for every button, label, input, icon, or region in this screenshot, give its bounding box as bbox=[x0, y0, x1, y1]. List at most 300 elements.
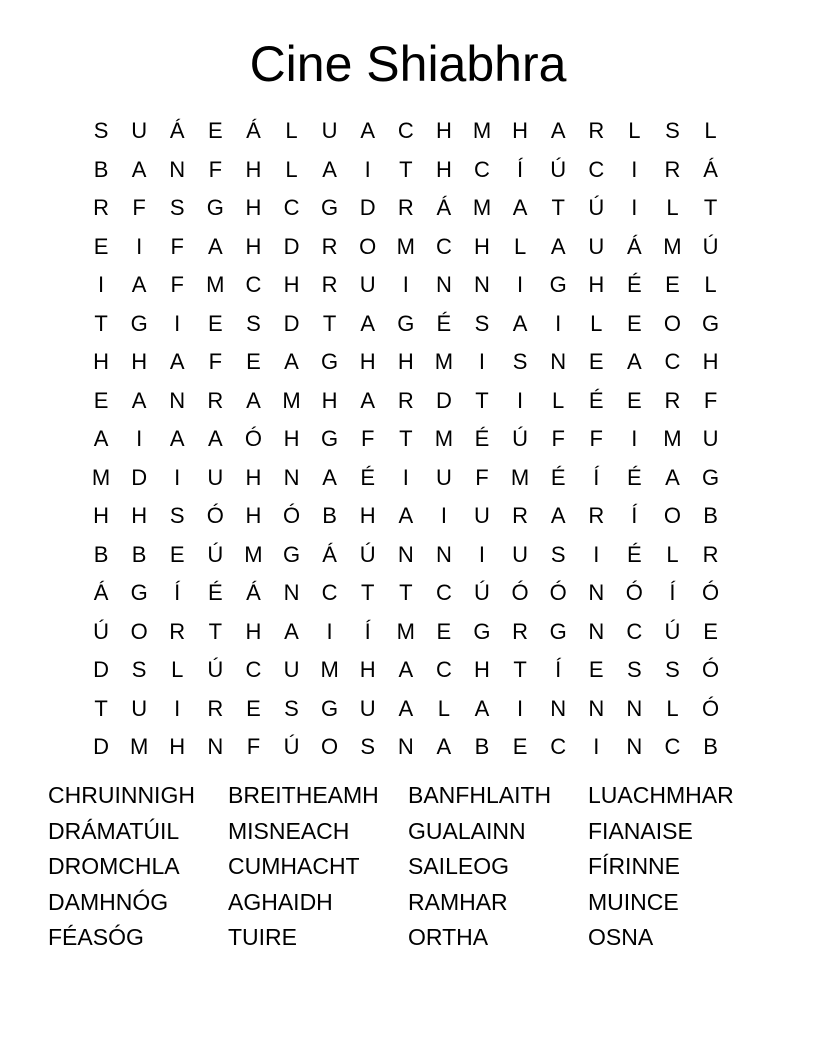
grid-cell[interactable]: Ú bbox=[359, 541, 376, 567]
grid-cell[interactable]: F bbox=[170, 233, 184, 259]
grid-cell[interactable]: R bbox=[169, 618, 186, 644]
grid-cell[interactable]: C bbox=[321, 580, 338, 605]
grid-cell[interactable]: Í bbox=[669, 580, 676, 605]
grid-cell[interactable]: Á bbox=[703, 156, 718, 182]
grid-cell[interactable]: Á bbox=[246, 118, 261, 143]
grid-cell[interactable]: Ó bbox=[625, 580, 643, 605]
grid-cell[interactable]: G bbox=[206, 195, 224, 220]
grid-cell[interactable]: É bbox=[627, 541, 642, 567]
grid-cell[interactable]: A bbox=[131, 387, 147, 413]
grid-cell[interactable]: U bbox=[131, 695, 148, 721]
grid-cell[interactable]: E bbox=[207, 310, 223, 336]
grid-cell[interactable]: R bbox=[207, 387, 224, 413]
grid-cell[interactable]: E bbox=[627, 387, 642, 413]
grid-cell[interactable]: C bbox=[474, 156, 490, 182]
grid-cell[interactable]: T bbox=[322, 310, 337, 336]
grid-cell[interactable]: I bbox=[97, 272, 105, 297]
grid-cell[interactable]: Í bbox=[555, 657, 562, 682]
word-list-item: AGHAIDH bbox=[228, 888, 333, 915]
grid-cell[interactable]: D bbox=[359, 195, 376, 220]
grid-cell[interactable]: Í bbox=[174, 580, 181, 605]
grid-cell[interactable]: A bbox=[169, 349, 185, 374]
grid-cell[interactable]: A bbox=[627, 349, 642, 374]
grid-cell[interactable]: H bbox=[588, 272, 605, 297]
grid-cell[interactable]: E bbox=[207, 118, 223, 143]
word-list-item: TUIRE bbox=[228, 924, 297, 950]
grid-cell[interactable]: I bbox=[631, 156, 638, 182]
grid-cell[interactable]: A bbox=[207, 426, 223, 451]
grid-cell[interactable]: T bbox=[703, 195, 718, 220]
grid-cell[interactable]: Í bbox=[631, 503, 638, 528]
grid-cell[interactable]: N bbox=[588, 695, 605, 721]
grid-cell[interactable]: M bbox=[663, 233, 682, 259]
grid-cell[interactable]: N bbox=[435, 272, 452, 297]
grid-cell[interactable]: L bbox=[666, 541, 679, 567]
grid-cell[interactable]: R bbox=[321, 233, 338, 259]
grid-cell[interactable]: E bbox=[512, 734, 528, 759]
grid-cell[interactable]: H bbox=[93, 503, 109, 528]
grid-cell[interactable]: M bbox=[396, 618, 415, 644]
word-list-item: BREITHEAMH bbox=[228, 782, 379, 808]
grid-cell[interactable]: F bbox=[589, 426, 603, 451]
grid-cell[interactable]: Ú bbox=[93, 618, 109, 644]
grid-cell[interactable]: I bbox=[555, 310, 562, 336]
grid-cell[interactable]: H bbox=[397, 349, 414, 374]
grid-cell[interactable]: C bbox=[397, 118, 414, 143]
grid-cell[interactable]: B bbox=[703, 734, 718, 759]
grid-cell[interactable]: N bbox=[435, 541, 452, 567]
grid-cell[interactable]: H bbox=[245, 156, 262, 182]
grid-cell[interactable]: Ó bbox=[511, 580, 529, 605]
grid-cell[interactable]: U bbox=[359, 272, 376, 297]
grid-cell[interactable]: I bbox=[593, 734, 600, 759]
grid-cell[interactable]: N bbox=[588, 618, 605, 644]
grid-cell[interactable]: L bbox=[590, 310, 603, 336]
grid-cell[interactable]: D bbox=[283, 233, 300, 259]
grid-cell[interactable]: S bbox=[246, 310, 261, 336]
grid-cell[interactable]: A bbox=[93, 426, 109, 451]
grid-cell[interactable]: A bbox=[398, 695, 414, 721]
grid-cell[interactable]: A bbox=[169, 426, 185, 451]
grid-cell[interactable]: Í bbox=[364, 618, 371, 644]
grid-cell[interactable]: H bbox=[435, 156, 452, 182]
grid-cell[interactable]: C bbox=[435, 580, 452, 605]
grid-cell[interactable]: S bbox=[360, 734, 376, 759]
grid-cell[interactable]: B bbox=[131, 541, 147, 567]
grid-cell[interactable]: T bbox=[513, 657, 527, 682]
grid-cell[interactable]: N bbox=[283, 464, 300, 490]
grid-cell[interactable]: T bbox=[360, 580, 375, 605]
grid-cell[interactable]: Á bbox=[436, 195, 452, 220]
letter-grid[interactable] bbox=[82, 112, 730, 767]
grid-cell[interactable]: I bbox=[517, 695, 524, 721]
grid-cell[interactable]: R bbox=[512, 618, 529, 644]
grid-cell[interactable]: Ú bbox=[664, 618, 681, 644]
grid-cell[interactable]: I bbox=[326, 618, 333, 644]
grid-cell[interactable]: A bbox=[360, 310, 376, 336]
grid-cell[interactable]: M bbox=[320, 657, 339, 682]
grid-cell[interactable]: G bbox=[473, 618, 491, 644]
word-list-item: SAILEOG bbox=[408, 853, 509, 879]
grid-cell[interactable]: L bbox=[628, 118, 641, 143]
grid-cell[interactable]: É bbox=[588, 387, 604, 413]
grid-cell[interactable]: N bbox=[169, 387, 186, 413]
grid-cell[interactable]: H bbox=[283, 272, 300, 297]
grid-cell[interactable]: Á bbox=[322, 541, 337, 567]
grid-cell[interactable]: B bbox=[93, 541, 109, 567]
grid-cell[interactable]: H bbox=[245, 233, 262, 259]
grid-cell[interactable]: C bbox=[435, 233, 452, 259]
grid-cell[interactable]: I bbox=[174, 310, 181, 336]
grid-cell[interactable]: N bbox=[550, 349, 567, 374]
grid-cell[interactable]: C bbox=[435, 657, 452, 682]
grid-cell[interactable]: S bbox=[627, 657, 642, 682]
grid-cell[interactable]: S bbox=[665, 118, 680, 143]
grid-cell[interactable]: U bbox=[588, 233, 605, 259]
grid-cell[interactable]: A bbox=[550, 503, 566, 528]
grid-cell[interactable]: L bbox=[285, 156, 298, 182]
grid-cell[interactable]: E bbox=[588, 657, 604, 682]
grid-cell[interactable]: C bbox=[245, 272, 262, 297]
grid-cell[interactable]: M bbox=[472, 118, 492, 143]
grid-cell[interactable]: D bbox=[93, 734, 109, 759]
grid-cell[interactable]: N bbox=[283, 580, 300, 605]
grid-cell[interactable]: A bbox=[398, 503, 414, 528]
grid-cell[interactable]: S bbox=[93, 118, 109, 143]
grid-cell[interactable]: O bbox=[663, 310, 682, 336]
grid-cell[interactable]: N bbox=[474, 272, 490, 297]
grid-cell[interactable]: O bbox=[130, 618, 148, 644]
grid-cell[interactable]: R bbox=[397, 387, 414, 413]
grid-cell[interactable]: G bbox=[321, 426, 339, 451]
grid-cell[interactable]: Ó bbox=[282, 503, 301, 528]
grid-cell[interactable]: C bbox=[283, 195, 300, 220]
grid-cell[interactable]: H bbox=[245, 195, 262, 220]
grid-cell[interactable]: G bbox=[549, 618, 567, 644]
grid-cell[interactable]: F bbox=[170, 272, 184, 297]
grid-cell[interactable]: O bbox=[359, 233, 377, 259]
grid-cell[interactable]: H bbox=[169, 734, 186, 759]
grid-cell[interactable]: L bbox=[285, 118, 298, 143]
grid-cell[interactable]: N bbox=[626, 695, 643, 721]
grid-cell[interactable]: C bbox=[588, 156, 605, 182]
grid-cell[interactable]: E bbox=[703, 618, 718, 644]
grid-cell[interactable]: U bbox=[321, 118, 338, 143]
grid-cell[interactable]: I bbox=[517, 387, 524, 413]
grid-cell[interactable]: A bbox=[550, 118, 566, 143]
grid-cell[interactable]: E bbox=[627, 310, 642, 336]
grid-cell[interactable]: A bbox=[360, 118, 376, 143]
grid-cell[interactable]: A bbox=[246, 387, 261, 413]
grid-cell[interactable]: A bbox=[665, 464, 680, 490]
grid-cell[interactable]: R bbox=[93, 195, 109, 220]
grid-cell[interactable]: Ú bbox=[588, 195, 605, 220]
grid-cell[interactable]: R bbox=[702, 541, 719, 567]
grid-cell[interactable]: U bbox=[131, 118, 148, 143]
grid-cell[interactable]: H bbox=[245, 503, 262, 528]
grid-cell[interactable]: T bbox=[94, 310, 108, 336]
grid-cell[interactable]: N bbox=[397, 541, 414, 567]
grid-cell[interactable]: E bbox=[588, 349, 604, 374]
grid-cell[interactable]: Ó bbox=[206, 503, 224, 528]
grid-cell[interactable]: A bbox=[131, 156, 147, 182]
grid-cell[interactable]: H bbox=[131, 503, 148, 528]
grid-cell[interactable]: T bbox=[94, 695, 108, 721]
grid-cell[interactable]: É bbox=[550, 464, 566, 490]
grid-cell[interactable]: E bbox=[169, 541, 185, 567]
grid-cell[interactable]: M bbox=[206, 272, 225, 297]
word-list bbox=[48, 778, 768, 956]
grid-cell[interactable]: C bbox=[626, 618, 643, 644]
grid-cell[interactable]: M bbox=[91, 464, 111, 490]
grid-cell[interactable]: G bbox=[130, 580, 148, 605]
grid-cell[interactable]: I bbox=[174, 464, 181, 490]
grid-cell[interactable]: C bbox=[245, 657, 262, 682]
grid-cell[interactable]: A bbox=[322, 464, 337, 490]
grid-cell[interactable]: E bbox=[93, 233, 109, 259]
grid-cell[interactable]: É bbox=[627, 464, 642, 490]
grid-cell[interactable]: O bbox=[321, 734, 339, 759]
grid-cell[interactable]: I bbox=[174, 695, 181, 721]
grid-cell[interactable]: S bbox=[284, 695, 299, 721]
grid-cell[interactable]: C bbox=[664, 734, 681, 759]
grid-cell[interactable]: T bbox=[399, 156, 413, 182]
grid-cell[interactable]: I bbox=[631, 195, 638, 220]
word-list-item: LUACHMHAR bbox=[588, 782, 734, 808]
grid-cell[interactable]: I bbox=[517, 272, 524, 297]
grid-cell[interactable]: I bbox=[631, 426, 638, 451]
grid-cell[interactable]: D bbox=[93, 657, 109, 682]
grid-cell[interactable]: N bbox=[169, 156, 186, 182]
grid-cell[interactable]: D bbox=[131, 464, 148, 490]
grid-cell[interactable]: G bbox=[397, 310, 415, 336]
grid-cell[interactable]: U bbox=[702, 426, 719, 451]
grid-row bbox=[82, 690, 730, 729]
grid-cell[interactable]: A bbox=[474, 695, 490, 721]
grid-cell[interactable]: H bbox=[359, 349, 376, 374]
grid-cell[interactable]: E bbox=[93, 387, 109, 413]
grid-cell[interactable]: L bbox=[666, 195, 679, 220]
grid-cell[interactable]: G bbox=[321, 195, 339, 220]
grid-cell[interactable]: D bbox=[283, 310, 300, 336]
grid-cell[interactable]: T bbox=[399, 580, 413, 605]
grid-cell[interactable]: F bbox=[551, 426, 565, 451]
grid-cell[interactable]: L bbox=[704, 272, 717, 297]
grid-cell[interactable]: Ó bbox=[549, 580, 567, 605]
grid-cell[interactable]: Í bbox=[517, 156, 524, 182]
grid-cell[interactable]: H bbox=[283, 426, 300, 451]
grid-row bbox=[82, 574, 730, 613]
grid-cell[interactable]: A bbox=[207, 233, 223, 259]
grid-cell[interactable]: M bbox=[244, 541, 263, 567]
grid-cell[interactable]: H bbox=[512, 118, 529, 143]
grid-cell[interactable]: U bbox=[283, 657, 300, 682]
grid-cell[interactable]: Ú bbox=[207, 541, 224, 567]
grid-cell[interactable]: F bbox=[703, 387, 718, 413]
grid-cell[interactable]: M bbox=[434, 426, 454, 451]
grid-cell[interactable]: I bbox=[402, 272, 409, 297]
grid-cell[interactable]: R bbox=[588, 118, 605, 143]
grid-cell[interactable]: R bbox=[664, 387, 681, 413]
grid-cell[interactable]: A bbox=[360, 387, 376, 413]
grid-cell[interactable]: H bbox=[321, 387, 338, 413]
grid-cell[interactable]: L bbox=[704, 118, 717, 143]
grid-cell[interactable]: A bbox=[284, 349, 299, 374]
grid-cell[interactable]: I bbox=[136, 233, 143, 259]
grid-cell[interactable]: B bbox=[703, 503, 718, 528]
grid-cell[interactable]: M bbox=[434, 349, 454, 374]
grid-cell[interactable]: H bbox=[359, 503, 376, 528]
grid-cell[interactable]: I bbox=[402, 464, 409, 490]
grid-cell[interactable]: Ó bbox=[701, 695, 720, 721]
grid-cell[interactable]: I bbox=[593, 541, 600, 567]
grid-cell[interactable]: R bbox=[664, 156, 681, 182]
grid-cell[interactable]: I bbox=[478, 541, 486, 567]
grid-cell[interactable]: R bbox=[588, 503, 605, 528]
grid-cell[interactable]: H bbox=[474, 657, 490, 682]
grid-cell[interactable]: Ú bbox=[207, 657, 224, 682]
grid-cell[interactable]: R bbox=[207, 695, 224, 721]
grid-cell[interactable]: A bbox=[131, 272, 147, 297]
grid-cell[interactable]: U bbox=[474, 503, 490, 528]
grid-cell[interactable]: M bbox=[396, 233, 415, 259]
grid-cell[interactable]: I bbox=[136, 426, 143, 451]
grid-cell[interactable]: H bbox=[93, 349, 109, 374]
grid-cell[interactable]: C bbox=[664, 349, 681, 374]
grid-cell[interactable]: S bbox=[665, 657, 680, 682]
grid-cell[interactable]: S bbox=[550, 541, 566, 567]
grid-cell[interactable]: E bbox=[246, 695, 261, 721]
grid-cell[interactable]: F bbox=[208, 156, 223, 182]
grid-cell[interactable]: N bbox=[397, 734, 414, 759]
grid-cell[interactable]: L bbox=[666, 695, 679, 721]
grid-cell[interactable]: F bbox=[360, 426, 375, 451]
grid-cell[interactable]: Ó bbox=[244, 426, 262, 451]
grid-cell[interactable]: Ú bbox=[283, 734, 300, 759]
grid-cell[interactable]: U bbox=[359, 695, 376, 721]
grid-cell[interactable]: S bbox=[131, 657, 147, 682]
grid-cell[interactable]: A bbox=[512, 310, 528, 336]
grid-cell[interactable]: E bbox=[665, 272, 680, 297]
grid-cell[interactable]: A bbox=[436, 734, 452, 759]
grid-cell[interactable]: M bbox=[510, 464, 530, 490]
grid-cell[interactable]: L bbox=[171, 657, 184, 682]
grid-cell[interactable]: U bbox=[435, 464, 452, 490]
grid-cell[interactable]: T bbox=[475, 387, 489, 413]
grid-cell[interactable]: L bbox=[552, 387, 565, 413]
word-list-item: FIANAISE bbox=[588, 817, 693, 844]
grid-cell[interactable]: U bbox=[207, 464, 224, 490]
grid-cell[interactable]: F bbox=[208, 349, 223, 374]
grid-cell[interactable]: Á bbox=[169, 118, 185, 143]
grid-cell[interactable]: B bbox=[322, 503, 337, 528]
grid-cell[interactable]: F bbox=[246, 734, 261, 759]
grid-cell[interactable]: H bbox=[702, 349, 719, 374]
grid-cell[interactable]: O bbox=[663, 503, 682, 528]
grid-cell[interactable]: C bbox=[550, 734, 567, 759]
grid-cell[interactable]: A bbox=[284, 618, 299, 644]
grid-cell[interactable]: N bbox=[626, 734, 643, 759]
grid-cell[interactable]: Ú bbox=[702, 233, 719, 259]
grid-cell[interactable]: T bbox=[399, 426, 413, 451]
word-list-item: ORTHA bbox=[408, 924, 489, 950]
grid-cell[interactable]: A bbox=[322, 156, 337, 182]
grid-cell[interactable]: É bbox=[207, 580, 223, 605]
grid-cell[interactable]: A bbox=[512, 195, 528, 220]
grid-cell[interactable]: B bbox=[474, 734, 490, 759]
grid-cell[interactable]: R bbox=[397, 195, 414, 220]
grid-cell[interactable]: É bbox=[360, 464, 376, 490]
grid-cell[interactable]: Á bbox=[627, 233, 642, 259]
grid-cell[interactable]: G bbox=[321, 695, 339, 721]
grid-cell[interactable]: A bbox=[550, 233, 566, 259]
grid-cell[interactable]: R bbox=[512, 503, 529, 528]
grid-cell[interactable]: É bbox=[627, 272, 642, 297]
grid-cell[interactable]: G bbox=[321, 349, 339, 374]
grid-cell[interactable]: G bbox=[282, 541, 301, 567]
grid-cell[interactable]: É bbox=[474, 426, 490, 451]
grid-cell[interactable]: Á bbox=[93, 580, 109, 605]
grid-cell[interactable]: I bbox=[478, 349, 486, 374]
grid-cell[interactable]: U bbox=[512, 541, 529, 567]
grid-cell[interactable]: Ó bbox=[701, 580, 720, 605]
grid-cell[interactable]: S bbox=[169, 503, 185, 528]
grid-cell[interactable]: M bbox=[129, 734, 149, 759]
grid-cell[interactable]: É bbox=[436, 310, 452, 336]
grid-cell[interactable]: H bbox=[359, 657, 376, 682]
grid-cell[interactable]: T bbox=[551, 195, 565, 220]
grid-cell[interactable]: S bbox=[512, 349, 528, 374]
grid-cell[interactable]: B bbox=[93, 156, 109, 182]
grid-cell[interactable]: E bbox=[436, 618, 452, 644]
grid-cell[interactable]: M bbox=[472, 195, 492, 220]
grid-cell[interactable]: T bbox=[208, 618, 223, 644]
grid-cell[interactable]: H bbox=[435, 118, 452, 143]
grid-cell[interactable]: Ú bbox=[512, 426, 529, 451]
grid-cell[interactable]: Ú bbox=[474, 580, 490, 605]
grid-cell[interactable]: N bbox=[207, 734, 224, 759]
grid-cell[interactable]: Ú bbox=[550, 156, 567, 182]
grid-cell[interactable]: N bbox=[588, 580, 605, 605]
grid-cell[interactable]: L bbox=[437, 695, 451, 721]
grid-cell[interactable]: S bbox=[474, 310, 490, 336]
grid-cell[interactable]: S bbox=[169, 195, 185, 220]
grid-cell[interactable]: H bbox=[131, 349, 148, 374]
grid-cell[interactable]: F bbox=[132, 195, 146, 220]
grid-cell[interactable]: L bbox=[513, 233, 527, 259]
grid-cell[interactable]: G bbox=[549, 272, 567, 297]
grid-cell[interactable]: N bbox=[550, 695, 567, 721]
grid-cell[interactable]: H bbox=[245, 618, 262, 644]
grid-cell[interactable]: A bbox=[398, 657, 414, 682]
grid-cell[interactable]: G bbox=[701, 464, 720, 490]
grid-cell[interactable]: G bbox=[701, 310, 720, 336]
grid-cell[interactable]: I bbox=[364, 156, 371, 182]
grid-cell[interactable]: M bbox=[663, 426, 682, 451]
grid-cell[interactable]: M bbox=[282, 387, 301, 413]
grid-cell[interactable]: G bbox=[130, 310, 148, 336]
grid-cell[interactable]: I bbox=[440, 503, 447, 528]
grid-cell[interactable]: H bbox=[474, 233, 490, 259]
grid-cell[interactable]: E bbox=[246, 349, 261, 374]
grid-cell[interactable]: F bbox=[475, 464, 489, 490]
grid-cell[interactable]: H bbox=[245, 464, 262, 490]
grid-cell[interactable]: Ó bbox=[701, 657, 720, 682]
grid-cell[interactable]: R bbox=[321, 272, 338, 297]
grid-cell[interactable]: Í bbox=[593, 464, 600, 490]
grid-cell[interactable]: Á bbox=[246, 580, 261, 605]
grid-cell[interactable]: D bbox=[435, 387, 452, 413]
